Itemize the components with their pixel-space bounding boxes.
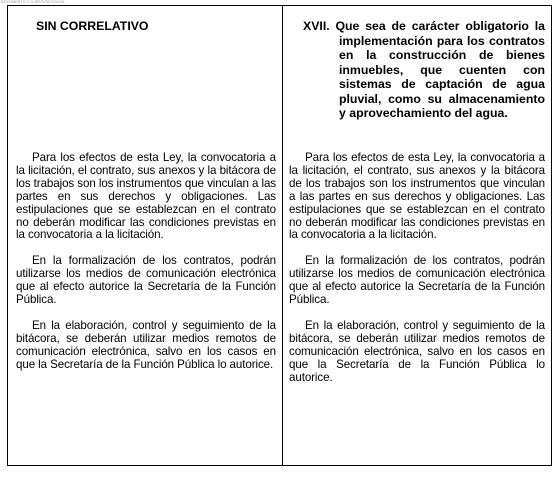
right-paragraph-3: En la elaboración, control y seguimiento de la bitácora, se deberán utilizar medios remotos de comunicación electrónica, salvo en los casos en que la Secretaría de la Función Pública lo autorice. xyxy=(289,318,545,384)
header-watermark: DOCUMENTO Y CUESTIÓN SOCIAL xyxy=(1,0,66,4)
right-paragraph-2: En la formalización de los contratos, podrán utilizarse los medios de comunicación electrónica que al efecto autorice la Secretaría de la Función Pública. xyxy=(289,254,545,307)
left-column-text xyxy=(8,152,282,385)
left-column xyxy=(8,6,282,465)
right-column-heading: XVII. Que sea de carácter obligatorio la implementación para los contratos en la construcción de bienes inmuebles, que cuenten con sistemas de captación de agua pluvial, como su almacenamiento y aprovechamiento del agua. xyxy=(303,19,545,120)
right-column xyxy=(283,6,553,465)
left-paragraph-2: En la formalización de los contratos, podrán utilizarse los medios de comunicación electrónica que al efecto autorice la Secretaría de la Función Pública. xyxy=(16,254,276,307)
left-paragraph-3: En la elaboración, control y seguimiento de la bitácora, se deberán utilizar medios remotos de comunicación electrónica, salvo en los casos en que la Secretaría de la Función Pública lo autorice. xyxy=(16,318,276,371)
left-paragraph-1: Para los efectos de esta Ley, la convocatoria a la licitación, el contrato, sus anexos y la bitácora de los trabajos son los instrumentos que vinculan a las partes en sus derechos y obligaciones. Las estipulaciones que se establezcan en el contrato no deberán modificar las condiciones previstas en la convocatoria a la licitación. xyxy=(16,151,276,242)
right-column-text xyxy=(283,152,553,398)
right-paragraph-1: Para los efectos de esta Ley, la convocatoria a la licitación, el contrato, sus anexos y la bitácora de los trabajos son los instrumentos que vinculan a las partes en sus derechos y obligaciones. Las estipulaciones que se establezcan en el contrato no deberán modificar las condiciones previstas en la convocatoria a la licitación. xyxy=(289,151,545,242)
comparison-table xyxy=(7,5,552,466)
left-column-heading: SIN CORRELATIVO xyxy=(36,19,149,33)
